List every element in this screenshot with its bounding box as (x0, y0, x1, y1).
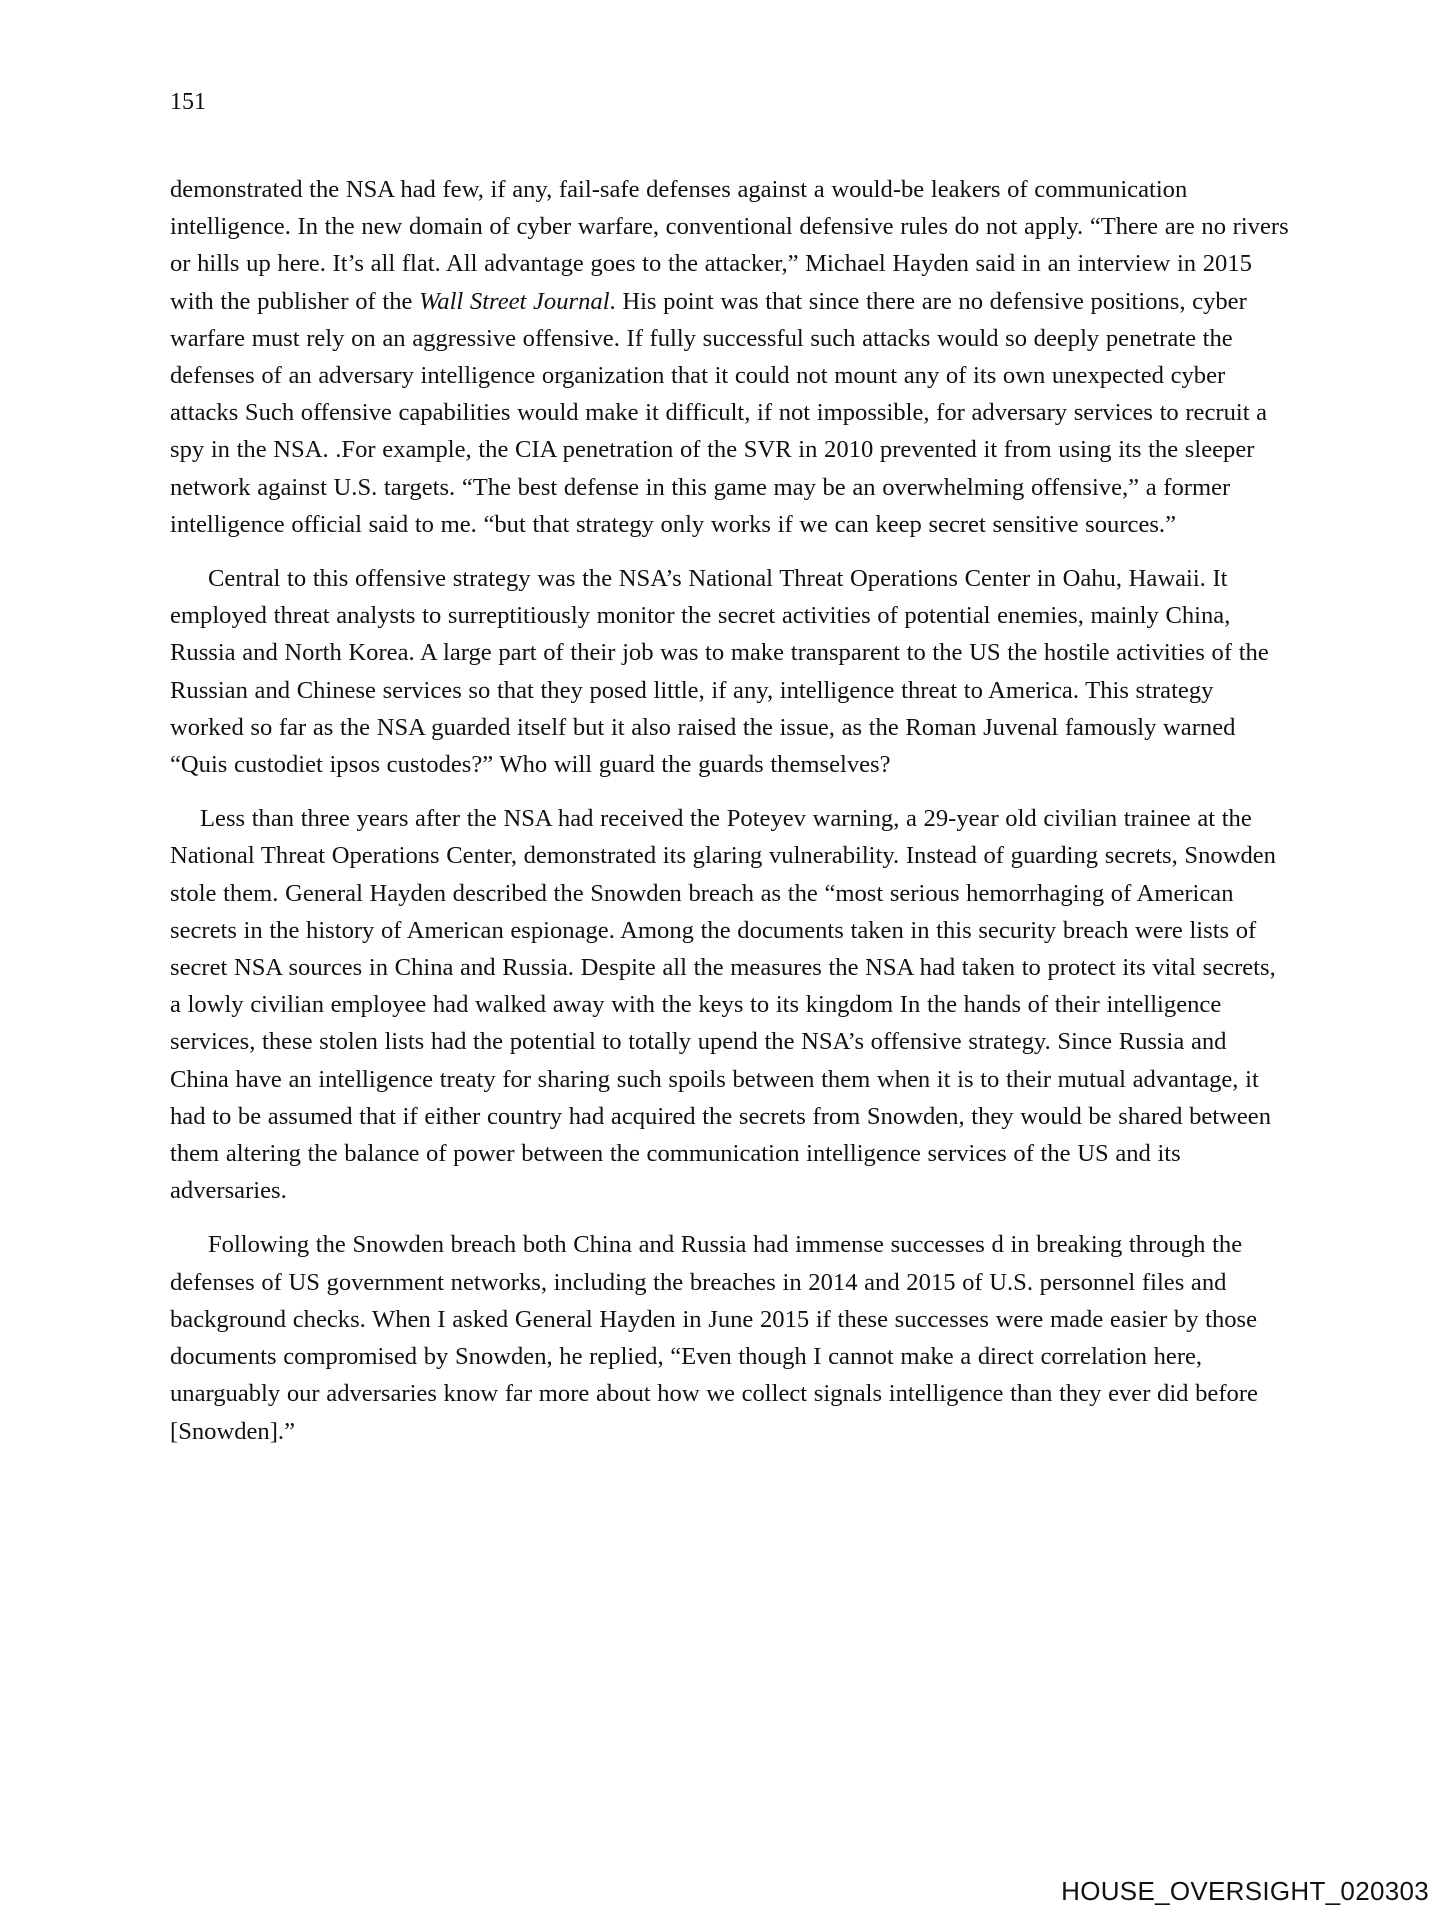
paragraph-1-text-b: . His point was that since there are no defensive positions, cyber warfare must rely on an aggressive offensive. If fully successful such attacks would so deeply penetrate the defenses of an adversary intelligence organization that it could not mount any of its own unexpected cyber attacks Such offensive capabilities would make it difficult, if not impossible, for adversary services to recruit a spy in the NSA. .For example, the CIA penetration of the SVR in 2010 prevented it from using its the sleeper network against U.S. targets. “The best defense in this game may be an overwhelming offensive,” a former intelligence official said to me. “but that strategy only works if we can keep secret sensitive sources.” (170, 287, 1268, 538)
publication-title: Wall Street Journal (419, 287, 610, 315)
paragraph-4: Following the Snowden breach both China and Russia had immense successes d in breaking through the defenses of US government networks, including the breaches in 2014 and 2015 of U.S. personnel files and background checks. When I asked General Hayden in June 2015 if these successes were made easier by those documents compromised by Snowden, he replied, “Even though I cannot make a direct correlation here, unarguably our adversaries know far more about how we collect signals intelligence than they ever did before [Snowden].” (170, 1231, 1258, 1445)
paragraph-1 (170, 171, 1290, 543)
paragraph-3: Less than three years after the NSA had received the Poteyev warning, a 29-year old civilian trainee at the National Threat Operations Center, demonstrated its glaring vulnerability. Instead of guarding secrets, Snowden stole them. General Hayden described the Snowden breach as the “most serious hemorrhaging of American secrets in the history of American espionage. Among the documents taken in this security breach were lists of secret NSA sources in China and Russia. Despite all the measures the NSA had taken to protect its vital secrets, a lowly civilian employee had walked away with the keys to its kingdom In the hands of their intelligence services, these stolen lists had the potential to totally upend the NSA’s offensive strategy. Since Russia and China have an intelligence treaty for sharing such spoils between them when it is to their mutual advantage, it had to be assumed that if either country had acquired the secrets from Snowden, they would be shared between them altering the balance of power between the communication intelligence services of the US and its adversaries. (170, 805, 1276, 1205)
paragraph-2: Central to this offensive strategy was the NSA’s National Threat Operations Center in Oahu, Hawaii. It employed threat analysts to surreptitiously monitor the secret activities of potential enemies, mainly China, Russia and North Korea. A large part of their job was to make transparent to the US the hostile activities of the Russian and Chinese services so that they posed little, if any, intelligence threat to America. This strategy worked so far as the NSA guarded itself but it also raised the issue, as the Roman Juvenal famously warned “Quis custodiet ipsos custodes?” Who will guard the guards themselves? (170, 565, 1269, 779)
bates-stamp: HOUSE_OVERSIGHT_020303 (1061, 1876, 1429, 1906)
paragraph-1-text-a: demonstrated the NSA had few, if any, fail-safe defenses against a would-be leakers of communication intelligence. In the new domain of cyber warfare, conventional defensive rules do not apply. “There are no rivers or hills up here. It’s all flat. All advantage goes to the attacker,” Michael Hayden said in an interview in 2015 with the publisher of the (170, 176, 1289, 315)
body-text (170, 171, 1290, 1467)
page-number: 151 (170, 89, 206, 115)
